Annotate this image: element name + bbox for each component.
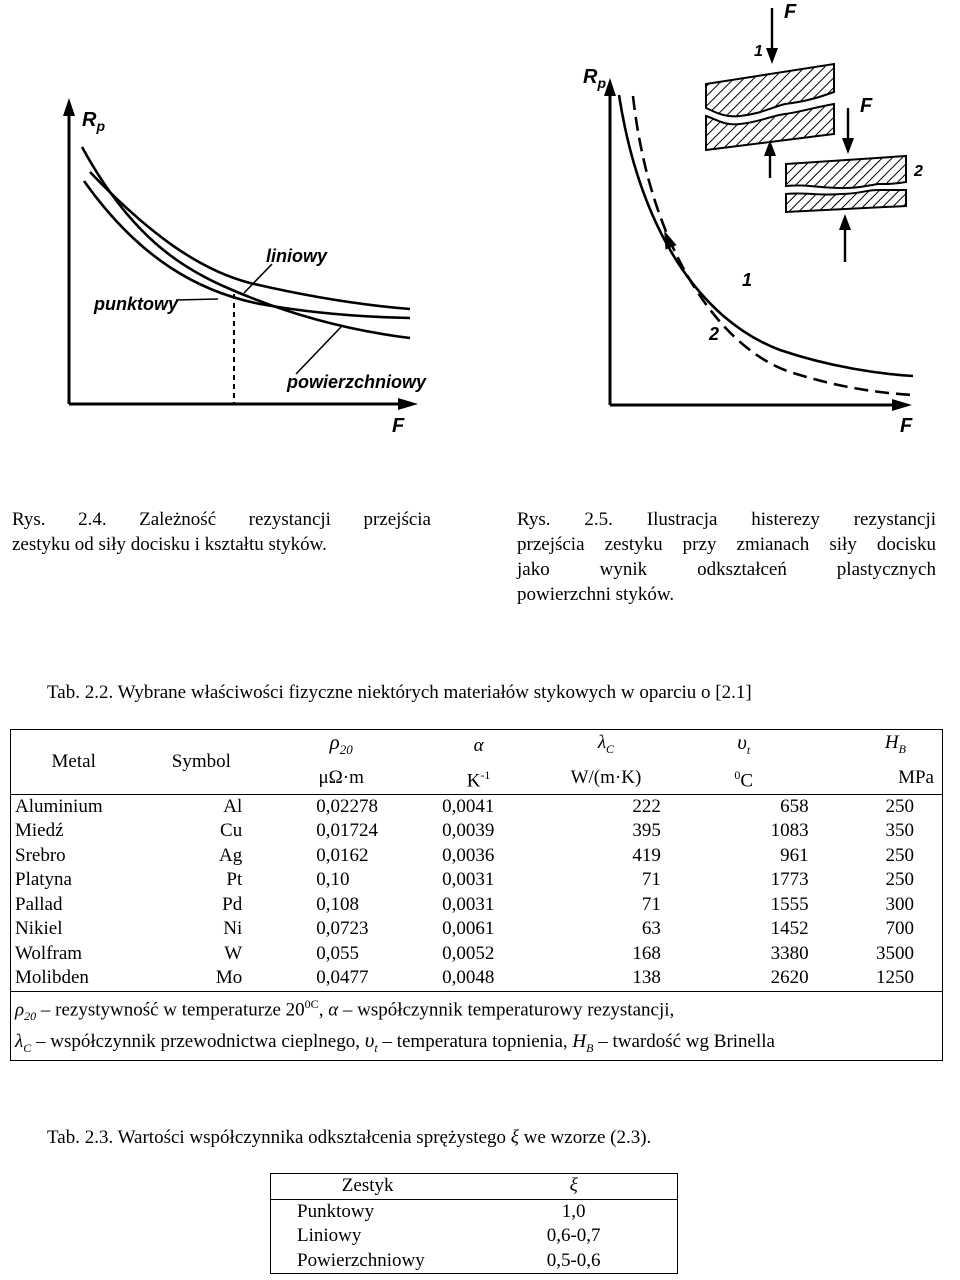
cell-alpha: 0,0061 [442, 918, 495, 940]
cell-theta: 2620 [770, 967, 809, 989]
unit-hb: MPa [898, 766, 934, 788]
table-row [271, 1199, 678, 1224]
caption-fig-2-5-line-1: Rys. 2.5. Ilustracja histerezy rezystancji [517, 509, 936, 530]
fig25-axis-y-label: $R_p$ [583, 66, 607, 91]
cell-xi: 0,5-0,6 [546, 1249, 601, 1271]
cell-hb: 250 [817, 794, 943, 819]
col-header-alpha: α [473, 735, 484, 757]
cell-symbol: Pt [226, 869, 243, 891]
cell-symbol: Mo [215, 967, 243, 989]
cell-theta: 1773 [770, 869, 809, 891]
cell-metal: Miedź [15, 820, 64, 842]
cell-metal: Platyna [15, 869, 72, 891]
cell-theta: 1083 [770, 820, 809, 842]
caption-fig-2-5-line-4: powierzchni styków. [517, 584, 675, 605]
cell-symbol: Cu [220, 820, 243, 842]
table-2-3 [270, 1173, 678, 1274]
fig24-curve-liniowy [90, 172, 410, 309]
caption-fig-2-4-line-2: zestyku od siły docisku i kształtu styków. [12, 534, 327, 555]
fig25-curve-label-1: 1 [742, 270, 753, 290]
caption-fig-2-4 [12, 507, 431, 557]
cell-lambda: 419 [632, 844, 661, 866]
col-header-hb: $H_B$ [884, 732, 906, 756]
table-row [271, 1249, 678, 1274]
cell-alpha: 0,0031 [442, 893, 495, 915]
cell-rho: 0,10 [316, 869, 350, 891]
cell-zestyk: Punktowy [271, 1199, 471, 1224]
cell-symbol: Al [136, 794, 266, 819]
table-row [11, 942, 943, 967]
cell-rho: 0,0477 [316, 967, 369, 989]
table-footnote-1: $\rho_{20}$ – rezystywność w temperaturze $20^{0C}$, α – współczynnik temperaturowy rezystancji, [11, 991, 943, 1028]
cell-theta: 3380 [770, 942, 809, 964]
cell-hb: 3500 [876, 942, 914, 964]
cell-metal: Wolfram [15, 942, 83, 964]
cell-metal: Srebro [15, 844, 66, 866]
table-footnote-row-1 [11, 991, 943, 1028]
figure-2-4 [0, 0, 470, 450]
figure-2-5 [540, 0, 960, 450]
table-row [11, 868, 943, 893]
cell-theta: 658 [671, 794, 817, 819]
fig25-force-top: F [784, 1, 797, 23]
cell-rho: 0,02278 [266, 794, 416, 819]
col-header-symbol: Symbol [171, 750, 231, 772]
cell-alpha: 0,0048 [442, 967, 495, 989]
cell-alpha: 0,0031 [442, 869, 495, 891]
fig24-axis-y-label: $R_p$ [82, 109, 106, 134]
fig25-force-mid: F [860, 95, 873, 117]
fig24-axis-x-label: F [392, 415, 405, 437]
col-header-rho: $\rho_{20}$ [329, 730, 353, 758]
unit-alpha: $K^{-1}$ [466, 767, 491, 792]
caption-fig-2-5-line-2: przejścia zestyku przy zmianach siły docisku [517, 534, 936, 555]
table-2-2-body [11, 794, 943, 1061]
fig24-x-arrow [398, 398, 418, 410]
col-header-metal: Metal [51, 750, 96, 772]
cell-metal: Pallad [15, 893, 63, 915]
cell-symbol: Ni [223, 918, 243, 940]
fig25-inset-label-1: 1 [754, 43, 763, 60]
cell-lambda: 71 [641, 869, 661, 891]
table-2-3-header-row [271, 1174, 678, 1200]
unit-lambda: W/(m·K) [570, 766, 642, 788]
cell-alpha: 0,0052 [442, 942, 495, 964]
table-row [11, 917, 943, 942]
cell-lambda: 71 [641, 893, 661, 915]
unit-rho: μΩ·m [318, 766, 364, 788]
col-header-lambda: $\lambda_C$ [597, 732, 615, 756]
cell-lambda: 222 [541, 794, 671, 819]
table-2-2 [10, 729, 943, 1061]
cell-zestyk: Liniowy [297, 1225, 362, 1246]
table-2-2-header-row-1 [11, 730, 943, 763]
table-row [271, 1224, 678, 1249]
cell-lambda: 395 [632, 820, 661, 842]
cell-lambda: 63 [641, 918, 661, 940]
fig24-label-powierzchniowy: powierzchniowy [287, 372, 427, 392]
cell-metal: Molibden [15, 967, 89, 989]
col-header-xi: ξ [569, 1175, 578, 1196]
caption-fig-2-5 [517, 507, 936, 607]
cell-rho: 0,055 [316, 942, 359, 964]
cell-rho: 0,108 [316, 893, 359, 915]
cell-theta: 961 [780, 844, 809, 866]
cell-hb: 300 [885, 893, 914, 915]
cell-hb: 250 [885, 869, 914, 891]
fig25-curve-label-2: 2 [709, 324, 720, 344]
table-row [11, 819, 943, 844]
table-row [11, 844, 943, 869]
col-header-theta: $\upsilon_t$ [737, 730, 751, 758]
table-footnote-row-2 [11, 1028, 943, 1061]
cell-symbol: Ag [219, 844, 243, 866]
cell-alpha: 0,0036 [442, 844, 495, 866]
cell-theta: 1452 [770, 918, 809, 940]
table-row [11, 794, 943, 819]
cell-hb: 700 [885, 918, 914, 940]
cell-hb: 250 [885, 844, 914, 866]
cell-rho: 0,01724 [316, 820, 378, 842]
fig24-axes [69, 112, 403, 404]
fig25-axis-x-label: F [900, 415, 913, 437]
caption-fig-2-5-line-3: jako wynik odkształceń plastycznych [517, 559, 936, 580]
cell-alpha: 0,0039 [442, 820, 495, 842]
fig24-label-punktowy: punktowy [94, 294, 178, 314]
cell-xi: 0,6-0,7 [546, 1225, 601, 1246]
cell-lambda: 138 [632, 967, 661, 989]
cell-rho: 0,0162 [316, 844, 369, 866]
table-2-2-title: Tab. 2.2. Wybrane właściwości fizyczne niektórych materiałów stykowych w oparciu o [2.1] [47, 682, 752, 703]
fig25-inset-label-2: 2 [914, 163, 923, 180]
cell-rho: 0,0723 [316, 918, 369, 940]
table-2-3-title: Tab. 2.3. Wartości współczynnika odkształcenia sprężystego ξ we wzorze (2.3). [47, 1127, 652, 1148]
table-row [11, 966, 943, 991]
cell-symbol: Pd [222, 893, 243, 915]
col-header-zestyk: Zestyk [341, 1175, 394, 1196]
cell-xi: 1,0 [470, 1199, 677, 1224]
table-footnote-2: $\lambda_C$ – współczynnik przewodnictwa cieplnego, $\upsilon_t$ – temperatura topnienia, $H_B$ – twardość wg Brinella [15, 1028, 775, 1055]
cell-lambda: 168 [632, 942, 661, 964]
cell-zestyk: Powierzchniowy [297, 1249, 425, 1271]
cell-hb: 1250 [876, 967, 914, 989]
table-row [11, 893, 943, 918]
caption-fig-2-4-line-1: Rys. 2.4. Zależność rezystancji przejścia [12, 509, 431, 530]
cell-alpha: 0,0041 [416, 794, 541, 819]
cell-hb: 350 [885, 820, 914, 842]
fig25-x-arrow [892, 399, 912, 411]
unit-theta: $^0$C [734, 767, 754, 792]
fig24-y-arrow [63, 98, 75, 116]
cell-theta: 1555 [770, 893, 809, 915]
fig25-inset-1 [706, 1, 834, 178]
cell-metal: Nikiel [15, 918, 63, 940]
cell-metal: Aluminium [11, 794, 137, 819]
fig24-label-liniowy: liniowy [266, 246, 328, 266]
cell-symbol: W [224, 942, 243, 964]
